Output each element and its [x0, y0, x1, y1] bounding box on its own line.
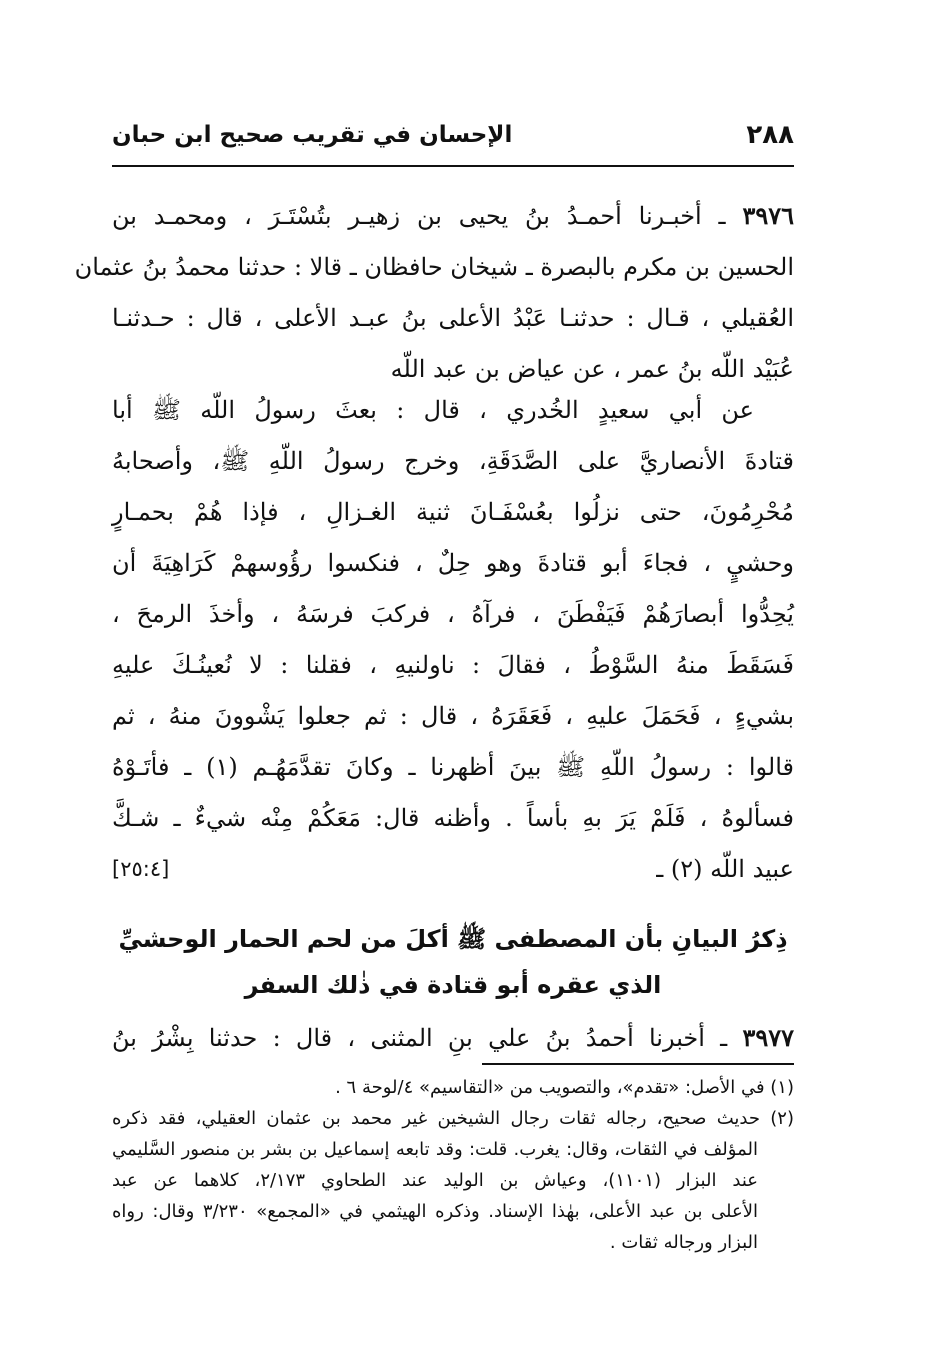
narration-line: عبيد اللّه (٢) ـ [656, 855, 794, 883]
narration-line: قتادةَ الأنصاريَّ على الصَّدَقَةِ، وخرج رسولُ اللّهِ ﷺ، وأصحابهُ [112, 447, 794, 475]
footnotes [112, 1072, 794, 1258]
page-header [112, 120, 794, 164]
hadith-line: ٣٩٧٧ ـ أخبرنا أحمدُ بنُ علي بنِ المثنى ، قال : حدثنا بِشْرُ بنُ [112, 1023, 794, 1052]
hadith-number: ٣٩٧٧ [742, 1023, 794, 1052]
narration-last-line [112, 844, 794, 895]
chapter-heading [112, 916, 794, 1008]
hadith-line: الحسين بن مكرم بالبصرة ـ شيخان حافظان ـ قالا : حدثنا محمدُ بنُ عثمان [74, 253, 794, 281]
page-number: ٢٨٨ [746, 120, 794, 150]
narration-line: فسألوهُ ، فَلَمْ يَرَ بهِ بأساً . وأظنه قال: مَعَكُمْ مِنْه شيءٌ ـ شـكَّ [112, 804, 794, 832]
footnote-2 [112, 1103, 794, 1258]
narration-line: مُحْرِمُونَ، حتى نزلُوا بعُسْفَـانَ ثنية الغـزالِ ، فإذا هُمْ بحمـارٍ [112, 498, 794, 526]
footnote-line: البزار ورجاله ثقات . [609, 1232, 758, 1253]
running-title: الإحسان في تقريب صحيح ابن حبان [112, 122, 513, 148]
footnote-line: (٢) حديث صحيح، رجاله ثقات رجال الشيخين غير محمد بن عثمان العقيلي، فقد ذكره [112, 1108, 794, 1129]
hadith-line: ٣٩٧٦ ـ أخبـرنا أحمـدُ بنُ يحيى بن زهيـر بتُسْتَـرَ ، ومحمـد بن [112, 201, 794, 230]
footnote-line: المؤلف في الثقات، وقال: يغرب. قلت: وقد تابعه إسماعيل بن بشر بن منصور السَّليمي [112, 1139, 758, 1160]
footnote-line: عند البزار (١١٠١)، وعياش بن الوليد عند الطحاوي ٢/١٧٣، كلاهما عن عبد [112, 1170, 758, 1191]
narration-line: يُحِدُّوا أبصارَهُمْ فَيَفْطَنَ ، فرآهُ ، فركبَ فرسَهُ ، وأخذَ الرمحَ ، [112, 600, 794, 628]
narration-line: قالوا : رسولُ اللّهِ ﷺ بينَ أظهرنا ـ وكانَ تقدَّمَهُـم (١) ـ فأتَـوْهُ [112, 753, 794, 781]
footnote-line: الأعلى بن عبد الأعلى، بهٰذا الإسناد. وذكره الهيثمي في «المجمع» ٣/٢٣٠ وقال: رواه [112, 1201, 758, 1222]
narration [112, 385, 794, 895]
citation: [٢٥:٤] [112, 857, 170, 881]
hadith-3977 [112, 1012, 794, 1064]
chapter-heading-line: ذِكرُ البيانِ بأن المصطفى ﷺ أكلَ من لحم الحمار الوحشيِّ [118, 925, 788, 953]
footnote-1: (١) في الأصل: «تقدم»، والتصويب من «التقاسيم» ٤/لوحة ٦ . [335, 1077, 794, 1098]
narration-line: فَسَقَطَ منهُ السَّوْطُ ، فقالَ : ناولنيهِ ، فقلنا : لا نُعينُـكَ عليهِ [112, 651, 794, 679]
narration-line: وحشيٍ ، فجاءَ أبو قتادةَ وهو حِلٌ ، فنكسوا رؤُوسهمْ كَرَاهِيَةَ أن [112, 549, 794, 577]
header-rule [112, 165, 794, 167]
hadith-3976 [74, 190, 794, 395]
footnote-rule [482, 1063, 794, 1065]
chapter-heading-line: الذي عقره أبو قتادة في ذٰلك السفر [244, 971, 662, 999]
narration-line: عن أبي سعيدٍ الخُدري ، قال : بعثَ رسولُ اللّه ﷺ أبا [112, 396, 754, 424]
hadith-line: العُقيلي ، قـال : حدثنـا عَبْدُ الأعلى بنُ عبـد الأعلى ، قال : حـدثنـا [112, 304, 794, 332]
narration-line: بشيءٍ ، فَحَمَلَ عليهِ ، فَعَقَرَهُ ، قال : ثم جعلوا يَشْوونَ منهُ ، ثم [112, 702, 794, 730]
hadith-number: ٣٩٧٦ [742, 201, 794, 230]
hadith-line: عُبَيْد اللّه بنُ عمر ، عن عياض بن عبد اللّه [390, 355, 794, 383]
